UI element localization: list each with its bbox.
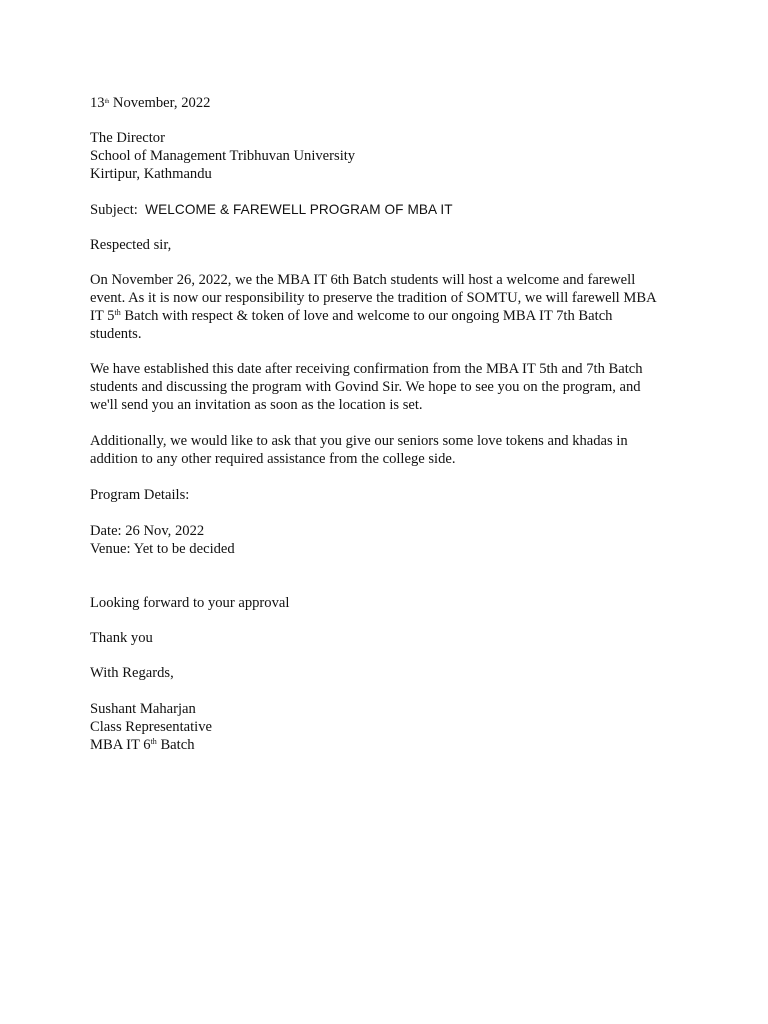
- regards-line: With Regards,: [90, 665, 174, 681]
- subject-label: Subject:: [90, 202, 146, 218]
- paragraph-1-line-4: students.: [90, 326, 142, 342]
- date-month-year: November, 2022: [109, 95, 211, 111]
- date-day: 13: [90, 95, 105, 111]
- recipient-institution: School of Management Tribhuvan University: [90, 148, 356, 164]
- paragraph-2: [90, 360, 690, 414]
- program-details: [90, 522, 690, 558]
- paragraph-1-line-3-start: IT 5: [90, 308, 115, 324]
- recipient-title: The Director: [90, 130, 165, 146]
- signature-batch: [90, 736, 690, 754]
- recipient-address: Kirtipur, Kathmandu: [90, 166, 212, 182]
- closing-line: Looking forward to your approval: [90, 595, 290, 611]
- program-date: Date: 26 Nov, 2022: [90, 523, 205, 539]
- salutation: Respected sir,: [90, 237, 172, 253]
- paragraph-1-line-1: On November 26, 2022, we the MBA IT 6th Batch students will host a welcome and farewell: [90, 272, 636, 288]
- paragraph-2-line-3: we'll send you an invitation as soon as the location is set.: [90, 397, 423, 413]
- signature-batch-end: Batch: [156, 737, 195, 753]
- paragraph-3-line-2: addition to any other required assistance from the college side.: [90, 451, 456, 467]
- signature-name: Sushant Maharjan: [90, 701, 196, 717]
- paragraph-1-line-3: [90, 307, 690, 325]
- program-heading: Program Details:: [90, 487, 190, 503]
- signature-role: Class Representative: [90, 719, 212, 735]
- paragraph-2-line-1: We have established this date after receiving confirmation from the MBA IT 5th and 7th Batch: [90, 361, 643, 377]
- subject-line: [90, 201, 690, 219]
- program-venue: Venue: Yet to be decided: [90, 541, 235, 557]
- date-day-suffix: th: [104, 99, 110, 105]
- paragraph-1-line-3-sup: th: [114, 308, 121, 317]
- thanks-line: Thank you: [90, 630, 153, 646]
- signature-batch-start: MBA IT 6: [90, 737, 151, 753]
- paragraph-1-line-3-end: Batch with respect & token of love and welcome to our ongoing MBA IT 7th Batch: [120, 308, 613, 324]
- paragraph-3-line-1: Additionally, we would like to ask that you give our seniors some love tokens and khadas in: [90, 433, 628, 449]
- paragraph-2-line-2: students and discussing the program with Govind Sir. We hope to see you on the program, and: [90, 379, 641, 395]
- paragraph-1: [90, 271, 690, 343]
- paragraph-3: [90, 432, 690, 468]
- recipient-block: [90, 129, 690, 183]
- signature-batch-sup: th: [150, 737, 157, 746]
- signature-block: [90, 700, 690, 754]
- paragraph-1-line-2: event. As it is now our responsibility to preserve the tradition of SOMTU, we will farewell MBA: [90, 290, 657, 306]
- subject-text: WELCOME & FAREWELL PROGRAM OF MBA IT: [145, 202, 453, 217]
- letter-date: [90, 94, 690, 112]
